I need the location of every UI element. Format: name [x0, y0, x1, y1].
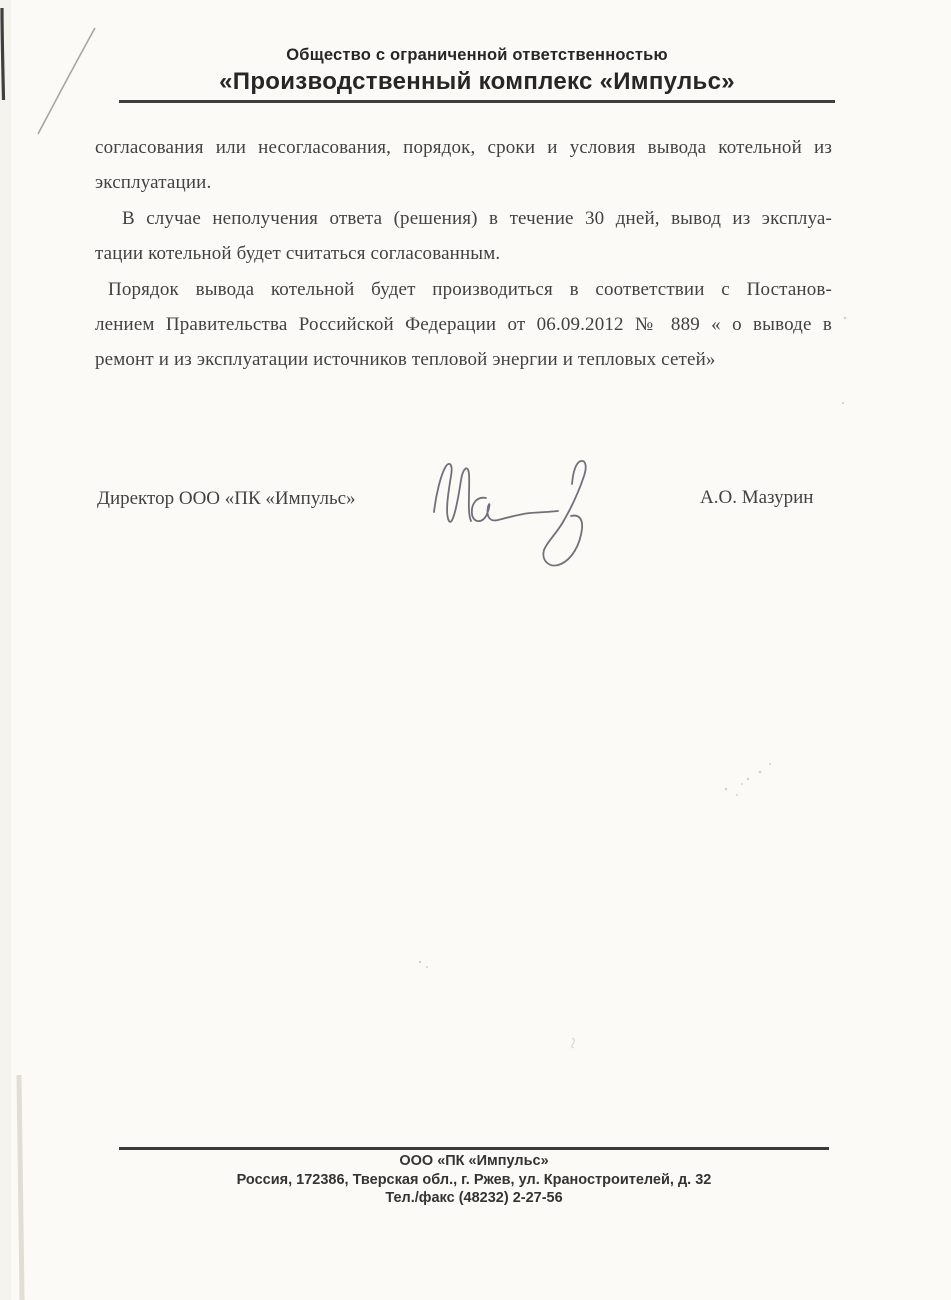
body-line: эксплуатации. — [95, 172, 212, 194]
handwritten-signature-icon — [420, 450, 600, 575]
scan-specks — [419, 317, 847, 1048]
footer-rule — [119, 1147, 829, 1150]
letterhead-rule — [119, 100, 835, 103]
signer-name: А.О. Мазурин — [700, 487, 814, 508]
page-edge-shadow-lower — [19, 1075, 22, 1300]
body-line: тации котельной будет считаться согласованным. — [95, 243, 501, 265]
org-name-line: «Производственный комплекс «Импульс» — [219, 68, 735, 95]
body-line: лением Правительства Российской Федерации от 06.09.2012 № 889 « о выводе в — [95, 313, 832, 335]
scanner-edge-line — [2, 8, 4, 100]
body-line: согласования или несогласования, порядок, сроки и условия вывода котельной из — [95, 137, 832, 158]
signature-title: Директор ООО «ПК «Импульс» — [97, 488, 356, 509]
footer-phone: Тел./факс (48232) 2-27-56 — [385, 1190, 563, 1206]
body-line: Порядок вывода котельной будет производиться в соответствии с Постанов- — [108, 278, 832, 300]
footer-company: ООО «ПК «Импульс» — [399, 1153, 549, 1169]
page-edge-shadow — [0, 0, 11, 1300]
body-line: В случае неполучения ответа (решения) в течение 30 дней, вывод из эксплуа- — [122, 207, 832, 229]
footer-address: Россия, 172386, Тверская обл., г. Ржев, ул. Краностроителей, д. 32 — [236, 1171, 712, 1188]
footer — [119, 1152, 829, 1208]
pencil-mark-icon — [38, 28, 95, 134]
letter-body — [95, 130, 832, 378]
letterhead — [119, 46, 835, 96]
org-type-line: Общество с ограниченной ответственностью — [286, 46, 668, 64]
body-line: ремонт и из эксплуатации источников тепловой энергии и тепловых сетей» — [95, 349, 716, 371]
